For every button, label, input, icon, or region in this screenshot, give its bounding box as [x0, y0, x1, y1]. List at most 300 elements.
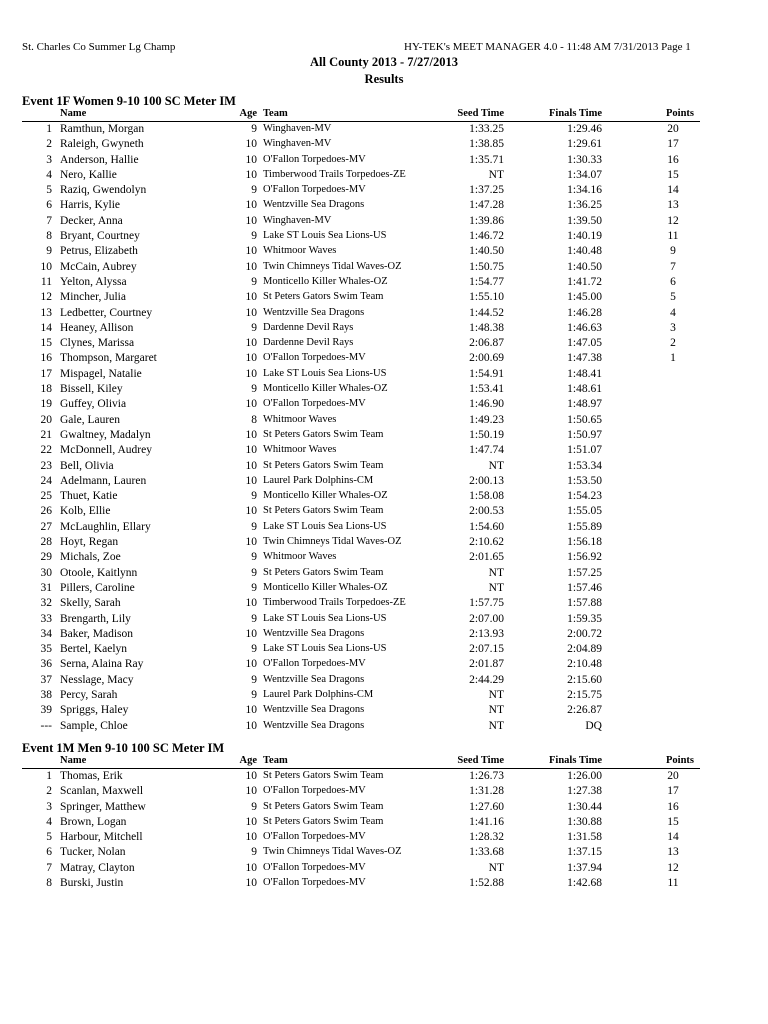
- team: O'Fallon Torpedoes-MV: [263, 877, 366, 889]
- result-row: [22, 831, 679, 846]
- result-row: [22, 291, 676, 306]
- seed-time: 1:47.74: [469, 444, 504, 457]
- result-row: [22, 627, 602, 643]
- column-headers: [22, 108, 694, 121]
- age: 9: [251, 551, 257, 564]
- points: 13: [667, 199, 679, 212]
- age: 9: [251, 612, 257, 625]
- finals-time: 1:56.18: [567, 536, 602, 549]
- result-row: [22, 123, 679, 138]
- age: 10: [245, 444, 257, 457]
- swimmer-name: Hoyt, Regan: [60, 536, 119, 549]
- swimmer-name: Clynes, Marissa: [60, 337, 135, 350]
- finals-time: 1:37.94: [567, 861, 602, 874]
- result-row: [22, 444, 602, 459]
- age: 10: [245, 306, 257, 319]
- age: 9: [251, 184, 257, 197]
- seed-time: 1:44.52: [469, 306, 504, 319]
- result-row: [22, 352, 676, 367]
- result-row: [22, 597, 602, 612]
- finals-time: 1:26.00: [567, 770, 602, 782]
- finals-time: 1:57.46: [567, 581, 602, 594]
- result-row: [22, 688, 602, 704]
- place: 6: [46, 846, 52, 859]
- age: 9: [251, 520, 257, 533]
- place: 1: [46, 123, 52, 135]
- result-row: [22, 367, 602, 383]
- swimmer-name: Burski, Justin: [60, 877, 124, 890]
- place: 26: [40, 505, 52, 518]
- seed-time: 1:31.28: [469, 785, 504, 798]
- team: Lake ST Louis Sea Lions-US: [263, 520, 387, 532]
- age: 8: [251, 413, 257, 426]
- swimmer-name: Spriggs, Haley: [60, 704, 129, 717]
- team: O'Fallon Torpedoes-MV: [263, 831, 366, 843]
- swimmer-name: Percy, Sarah: [60, 688, 118, 701]
- team: Lake ST Louis Sea Lions-US: [263, 643, 387, 655]
- result-row: [22, 398, 602, 413]
- age: 9: [251, 673, 257, 686]
- age: 9: [251, 800, 257, 813]
- finals-time: 1:48.97: [567, 398, 602, 411]
- age: 9: [251, 275, 257, 288]
- points: 15: [667, 168, 679, 181]
- points: 17: [667, 138, 679, 151]
- col-finals-time: Finals Time: [549, 755, 602, 766]
- seed-time: 2:00.69: [469, 352, 504, 365]
- swimmer-name: Decker, Anna: [60, 214, 123, 227]
- finals-time: 1:46.28: [567, 306, 602, 319]
- team: O'Fallon Torpedoes-MV: [263, 352, 366, 364]
- finals-time: 1:39.50: [567, 214, 602, 227]
- place: 2: [46, 785, 52, 798]
- col-age: Age: [239, 108, 257, 119]
- place: 28: [40, 536, 52, 549]
- seed-time: 2:44.29: [469, 673, 504, 686]
- place: 1: [46, 770, 52, 782]
- seed-time: 2:13.93: [469, 627, 504, 640]
- swimmer-name: Kolb, Ellie: [60, 505, 111, 518]
- finals-time: 1:50.65: [567, 413, 602, 426]
- swimmer-name: Petrus, Elizabeth: [60, 245, 138, 258]
- result-row: [22, 230, 679, 245]
- finals-time: 1:29.46: [567, 123, 602, 135]
- seed-time: 1:54.77: [469, 275, 504, 288]
- seed-time: 1:53.41: [469, 383, 504, 396]
- place: 9: [46, 245, 52, 258]
- place: 4: [46, 168, 52, 181]
- age: 9: [251, 688, 257, 701]
- swimmer-name: Heaney, Allison: [60, 321, 134, 334]
- swimmer-name: Gale, Lauren: [60, 413, 121, 426]
- seed-time: NT: [488, 688, 504, 701]
- col-seed-time: Seed Time: [457, 755, 504, 766]
- team: O'Fallon Torpedoes-MV: [263, 861, 366, 873]
- points: 17: [667, 785, 679, 798]
- result-row: [22, 770, 679, 785]
- result-row: [22, 520, 602, 536]
- place: 12: [40, 291, 52, 304]
- seed-time: NT: [488, 168, 504, 181]
- seed-time: 1:33.68: [469, 846, 504, 859]
- swimmer-name: Springer, Matthew: [60, 800, 146, 813]
- place: 4: [46, 815, 52, 828]
- seed-time: 2:07.00: [469, 612, 504, 625]
- event-title: Event 1F Women 9-10 100 SC Meter IM: [22, 94, 236, 108]
- swimmer-name: Otoole, Kaitlynn: [60, 566, 138, 579]
- age: 9: [251, 566, 257, 579]
- points: 1: [670, 352, 676, 365]
- age: 9: [251, 123, 257, 135]
- finals-time: 1:36.25: [567, 199, 602, 212]
- result-row: [22, 260, 676, 276]
- finals-time: 1:40.50: [567, 260, 602, 273]
- result-row: [22, 785, 679, 800]
- seed-time: 1:41.16: [469, 815, 504, 828]
- swimmer-name: Bryant, Courtney: [60, 230, 140, 243]
- col-name: Name: [60, 108, 87, 119]
- seed-time: 1:46.72: [469, 230, 504, 243]
- swimmer-name: Brown, Logan: [60, 815, 127, 828]
- age: 10: [245, 658, 257, 671]
- swimmer-name: McCain, Aubrey: [60, 260, 137, 273]
- result-row: [22, 490, 602, 505]
- finals-time: 2:10.48: [567, 658, 602, 671]
- team: Twin Chimneys Tidal Waves-OZ: [263, 260, 402, 272]
- col-team: Team: [263, 755, 288, 766]
- team: Whitmoor Waves: [263, 413, 337, 425]
- place: 35: [40, 643, 52, 656]
- swimmer-name: Thompson, Margaret: [60, 352, 157, 365]
- result-row: [22, 383, 602, 398]
- page-subtitle: Results: [364, 72, 404, 86]
- seed-time: 1:48.38: [469, 321, 504, 334]
- age: 10: [245, 428, 257, 441]
- points: 14: [667, 831, 679, 844]
- place: 18: [40, 383, 52, 396]
- finals-time: 1:27.38: [567, 785, 602, 798]
- age: 9: [251, 846, 257, 859]
- seed-time: 1:38.85: [469, 138, 504, 151]
- finals-time: 1:59.35: [567, 612, 602, 625]
- seed-time: NT: [488, 459, 504, 472]
- age: 10: [245, 214, 257, 227]
- place: 20: [40, 413, 52, 426]
- result-row: [22, 846, 679, 861]
- seed-time: 2:07.15: [469, 643, 504, 656]
- team: St Peters Gators Swim Team: [263, 566, 384, 578]
- swimmer-name: Ledbetter, Courtney: [60, 306, 153, 319]
- points: 3: [670, 321, 676, 334]
- finals-time: 1:48.61: [567, 383, 602, 396]
- swimmer-name: Harris, Kylie: [60, 199, 121, 212]
- swimmer-name: Thuet, Katie: [60, 490, 118, 503]
- team: Whitmoor Waves: [263, 551, 337, 563]
- seed-time: 1:49.23: [469, 413, 504, 426]
- team: Winghaven-MV: [263, 123, 332, 134]
- age: 9: [251, 383, 257, 396]
- seed-time: 2:10.62: [469, 536, 504, 549]
- team: St Peters Gators Swim Team: [263, 291, 384, 303]
- finals-time: 1:29.61: [567, 138, 602, 151]
- team: O'Fallon Torpedoes-MV: [263, 398, 366, 410]
- finals-time: 2:26.87: [567, 704, 602, 717]
- seed-time: NT: [488, 861, 504, 874]
- place: 14: [40, 321, 52, 334]
- team: Winghaven-MV: [263, 214, 332, 226]
- age: 10: [245, 505, 257, 518]
- result-row: [22, 704, 602, 719]
- team: Wentzville Sea Dragons: [263, 704, 365, 716]
- seed-time: 2:00.53: [469, 505, 504, 518]
- col-points: Points: [665, 108, 694, 119]
- team: Lake ST Louis Sea Lions-US: [263, 612, 387, 624]
- finals-time: 1:53.50: [567, 474, 602, 487]
- result-row: [22, 861, 679, 877]
- col-age: Age: [239, 755, 257, 766]
- finals-time: 1:48.41: [567, 367, 602, 380]
- team: St Peters Gators Swim Team: [263, 459, 384, 471]
- col-points: Points: [665, 755, 694, 766]
- place: 15: [40, 337, 52, 350]
- place: 7: [46, 861, 52, 874]
- age: 10: [245, 877, 257, 890]
- seed-time: 1:35.71: [469, 153, 504, 166]
- result-row: [22, 536, 602, 551]
- swimmer-name: Scanlan, Maxwell: [60, 785, 144, 798]
- header-rule: [22, 768, 700, 769]
- age: 10: [245, 785, 257, 798]
- finals-time: 1:47.38: [567, 352, 602, 365]
- finals-time: 1:51.07: [567, 444, 602, 457]
- result-row: [22, 551, 602, 566]
- header-rule: [22, 121, 700, 122]
- finals-time: 1:41.72: [567, 275, 602, 288]
- finals-time: 1:30.88: [567, 815, 602, 828]
- swimmer-name: Ramthun, Morgan: [60, 123, 145, 135]
- points: 2: [670, 337, 676, 350]
- points: 5: [670, 291, 676, 304]
- finals-time: 1:40.48: [567, 245, 602, 258]
- place: 29: [40, 551, 52, 564]
- place: 8: [46, 877, 52, 890]
- place: 6: [46, 199, 52, 212]
- swimmer-name: McDonnell, Audrey: [60, 444, 152, 457]
- place: 7: [46, 214, 52, 227]
- swimmer-name: Bertel, Kaelyn: [60, 643, 128, 656]
- team: Wentzville Sea Dragons: [263, 306, 365, 318]
- swimmer-name: Bissell, Kiley: [60, 383, 123, 396]
- team: Laurel Park Dolphins-CM: [263, 688, 374, 700]
- seed-time: 1:50.75: [469, 260, 504, 273]
- age: 10: [245, 719, 257, 732]
- place: 8: [46, 230, 52, 243]
- seed-time: 2:06.87: [469, 337, 504, 350]
- place: 24: [40, 474, 52, 487]
- swimmer-name: Mincher, Julia: [60, 291, 126, 304]
- col-name: Name: [60, 755, 87, 766]
- column-headers: [22, 755, 694, 768]
- result-row: [22, 321, 676, 337]
- swimmer-name: Nero, Kallie: [60, 168, 117, 181]
- points: 20: [667, 770, 679, 782]
- finals-time: 2:15.75: [567, 688, 602, 701]
- team: Timberwood Trails Torpedoes-ZE: [263, 168, 406, 180]
- points: 15: [667, 815, 679, 828]
- points: 6: [670, 275, 676, 288]
- result-row: [22, 413, 602, 429]
- swimmer-name: Raleigh, Gwyneth: [60, 138, 144, 151]
- points: 20: [667, 123, 679, 135]
- finals-time: 1:50.97: [567, 428, 602, 441]
- points: 9: [670, 245, 676, 258]
- place: 21: [40, 428, 52, 441]
- result-row: [22, 275, 676, 291]
- points: 11: [667, 230, 679, 243]
- finals-time: 1:31.58: [567, 831, 602, 844]
- seed-time: NT: [488, 704, 504, 717]
- finals-time: 1:47.05: [567, 337, 602, 350]
- age: 10: [245, 245, 257, 258]
- team: Whitmoor Waves: [263, 245, 337, 257]
- finals-time: 1:57.25: [567, 566, 602, 579]
- team: Wentzville Sea Dragons: [263, 627, 365, 639]
- team: St Peters Gators Swim Team: [263, 800, 384, 812]
- swimmer-name: Harbour, Mitchell: [60, 831, 143, 844]
- team: Monticello Killer Whales-OZ: [263, 275, 388, 287]
- result-row: [22, 581, 602, 597]
- age: 10: [245, 199, 257, 212]
- seed-time: 1:54.91: [469, 367, 504, 380]
- age: 9: [251, 643, 257, 656]
- age: 10: [245, 398, 257, 411]
- team: O'Fallon Torpedoes-MV: [263, 153, 366, 165]
- place: 38: [40, 688, 52, 701]
- place: 3: [46, 800, 52, 813]
- swimmer-name: Anderson, Hallie: [60, 153, 139, 166]
- finals-time: 1:46.63: [567, 321, 602, 334]
- age: 10: [245, 474, 257, 487]
- result-row: [22, 199, 679, 214]
- finals-time: 1:30.44: [567, 800, 602, 813]
- col-team: Team: [263, 108, 288, 119]
- swimmer-name: Mispagel, Natalie: [60, 367, 142, 380]
- team: O'Fallon Torpedoes-MV: [263, 184, 366, 196]
- finals-time: 2:15.60: [567, 673, 602, 686]
- seed-time: 1:46.90: [469, 398, 504, 411]
- swimmer-name: Nesslage, Macy: [60, 673, 134, 686]
- age: 10: [245, 597, 257, 610]
- finals-time: 1:55.05: [567, 505, 602, 518]
- result-row: [22, 612, 602, 628]
- seed-time: 1:27.60: [469, 800, 504, 813]
- result-row: [22, 877, 679, 892]
- place: 3: [46, 153, 52, 166]
- points: 16: [667, 800, 679, 813]
- seed-time: 1:39.86: [469, 214, 504, 227]
- swimmer-name: Skelly, Sarah: [60, 597, 121, 610]
- age: 9: [251, 490, 257, 503]
- finals-time: 1:30.33: [567, 153, 602, 166]
- points: 13: [667, 846, 679, 859]
- results-list: [22, 123, 679, 735]
- result-row: [22, 337, 676, 352]
- team: St Peters Gators Swim Team: [263, 770, 384, 781]
- swimmer-name: Michals, Zoe: [60, 551, 121, 564]
- seed-time: 1:37.25: [469, 184, 504, 197]
- place: 13: [40, 306, 52, 319]
- team: O'Fallon Torpedoes-MV: [263, 658, 366, 670]
- finals-time: 1:40.19: [567, 230, 602, 243]
- place: 16: [40, 352, 52, 365]
- age: 9: [251, 230, 257, 243]
- seed-time: 1:28.32: [469, 831, 504, 844]
- finals-time: 1:34.07: [567, 168, 602, 181]
- result-row: [22, 138, 679, 153]
- swimmer-name: Sample, Chloe: [60, 719, 128, 732]
- result-row: [22, 428, 602, 444]
- seed-time: 1:33.25: [469, 123, 504, 135]
- col-finals-time: Finals Time: [549, 108, 602, 119]
- team: Dardenne Devil Rays: [263, 337, 354, 349]
- points: 12: [667, 861, 679, 874]
- swimmer-name: Bell, Olivia: [60, 459, 114, 472]
- result-row: [22, 153, 679, 169]
- result-row: [22, 168, 679, 184]
- swimmer-name: Baker, Madison: [60, 627, 133, 640]
- age: 10: [245, 770, 257, 782]
- seed-time: NT: [488, 566, 504, 579]
- team: Laurel Park Dolphins-CM: [263, 474, 374, 486]
- place: 31: [40, 581, 52, 594]
- place: 23: [40, 459, 52, 472]
- team: Lake ST Louis Sea Lions-US: [263, 367, 387, 379]
- swimmer-name: Serna, Alaina Ray: [60, 658, 144, 671]
- points: 16: [667, 153, 679, 166]
- points: 11: [667, 877, 679, 890]
- result-row: [22, 673, 602, 689]
- finals-time: 1:56.92: [567, 551, 602, 564]
- age: 10: [245, 138, 257, 151]
- swimmer-name: Thomas, Erik: [60, 770, 123, 782]
- points: 7: [670, 260, 676, 273]
- seed-time: 1:47.28: [469, 199, 504, 212]
- place: 2: [46, 138, 52, 151]
- age: 10: [245, 861, 257, 874]
- age: 10: [245, 291, 257, 304]
- event-women-9-10-im: [22, 94, 694, 735]
- results-list: [22, 770, 679, 892]
- place: 22: [40, 444, 52, 457]
- page-title: All County 2013 - 7/27/2013: [310, 55, 458, 69]
- place: 25: [40, 490, 52, 503]
- age: 10: [245, 459, 257, 472]
- place: 27: [40, 520, 52, 533]
- finals-time: 1:42.68: [567, 877, 602, 890]
- result-row: [22, 505, 602, 520]
- seed-time: 1:54.60: [469, 520, 504, 533]
- age: 10: [245, 168, 257, 181]
- place: 37: [40, 673, 52, 686]
- team: St Peters Gators Swim Team: [263, 428, 384, 440]
- points: 4: [670, 306, 676, 319]
- software-stamp: HY-TEK's MEET MANAGER 4.0 - 11:48 AM 7/31/2013 Page 1: [404, 41, 691, 53]
- result-row: [22, 719, 602, 735]
- col-seed-time: Seed Time: [457, 108, 504, 119]
- team: Winghaven-MV: [263, 138, 332, 150]
- swimmer-name: Adelmann, Lauren: [60, 474, 147, 487]
- seed-time: 2:00.13: [469, 474, 504, 487]
